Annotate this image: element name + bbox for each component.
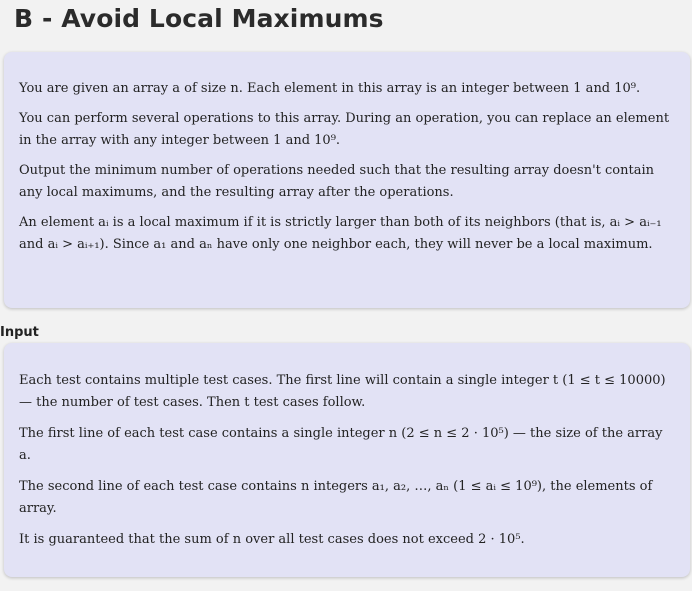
statement-paragraph: An element aᵢ is a local maximum if it is strictly larger than both of its neighbors (that is, aᵢ > aᵢ₋₁ and aᵢ > aᵢ₊₁). Since a₁ and aₙ have only one neighbor each, they will never be a local maximum. bbox=[19, 215, 662, 252]
input-paragraph: The second line of each test case contains n integers a₁, a₂, …, aₙ (1 ≤ aᵢ ≤ 10⁹), the elements of array. bbox=[19, 479, 653, 516]
problem-title: B - Avoid Local Maximums bbox=[14, 4, 384, 33]
input-card bbox=[4, 343, 690, 577]
statement-paragraph: Output the minimum number of operations needed such that the resulting array doesn't contain any local maximums, and the resulting array after the operations. bbox=[19, 163, 655, 200]
statement-paragraph: You can perform several operations to this array. During an operation, you can replace an element in the array with any integer between 1 and 10⁹. bbox=[19, 111, 670, 148]
input-paragraph: It is guaranteed that the sum of n over all test cases does not exceed 2 · 10⁵. bbox=[19, 532, 525, 547]
input-section-label: Input bbox=[0, 325, 39, 340]
input-paragraph: Each test contains multiple test cases. The first line will contain a single integer t (1 ≤ t ≤ 10000) — the number of test cases. Then t test cases follow. bbox=[19, 373, 666, 410]
statement-paragraph: You are given an array a of size n. Each element in this array is an integer between 1 and 10⁹. bbox=[19, 81, 641, 96]
input-paragraph: The first line of each test case contains a single integer n (2 ≤ n ≤ 2 · 10⁵) — the size of the array a. bbox=[19, 426, 663, 463]
statement-card bbox=[4, 52, 690, 308]
